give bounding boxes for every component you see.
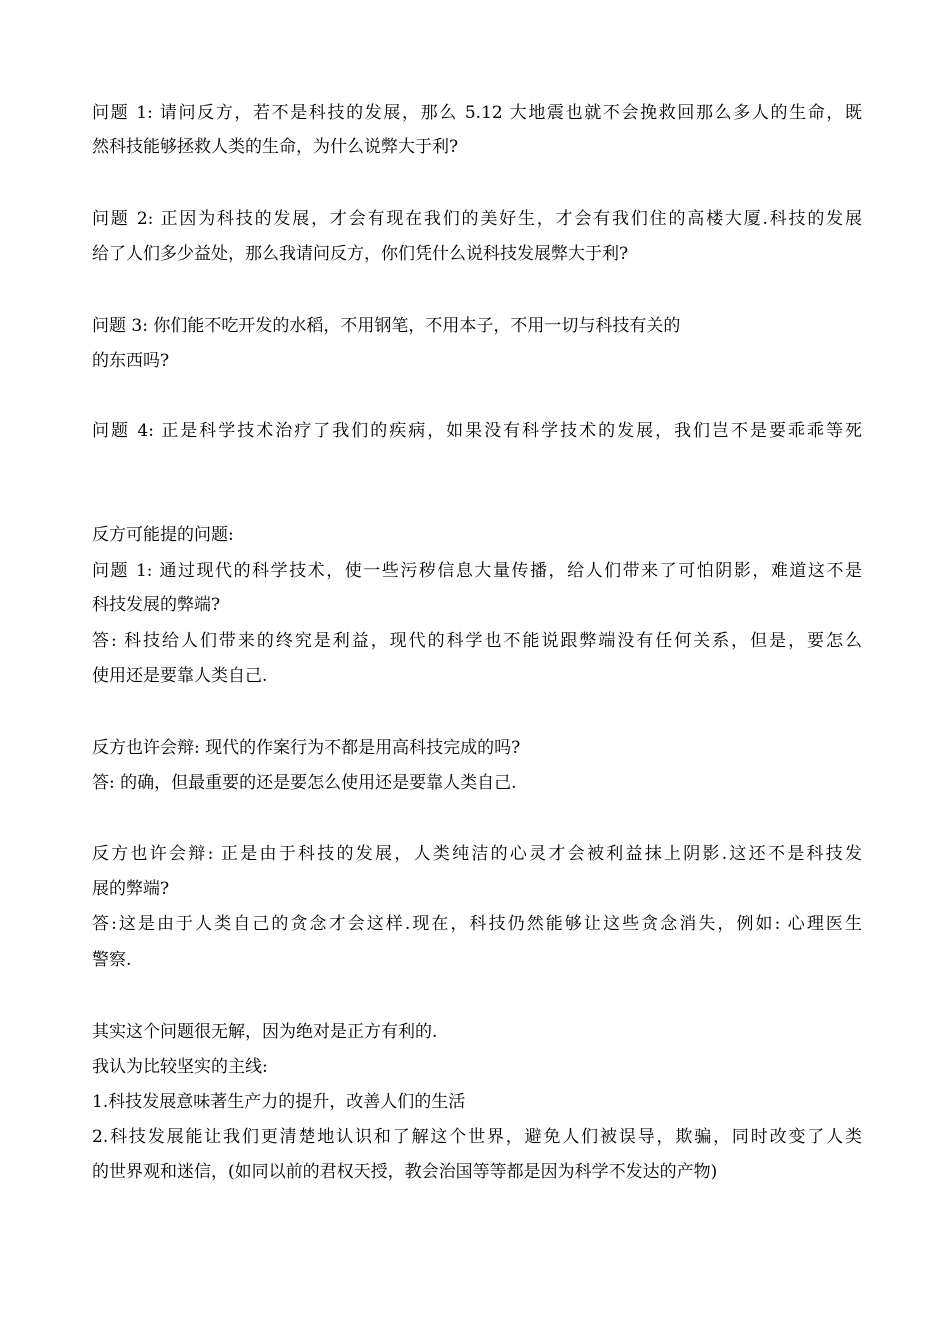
text-line: 反方也许会辩: 现代的作案行为不都是用高科技完成的吗?	[92, 738, 521, 758]
text-line: 问题 3: 你们能不吃开发的水稻，不用钢笔，不用本子，不用一切与科技有关的	[92, 316, 681, 336]
text-line: 科技发展的弊端?	[92, 595, 221, 615]
text-line: 的世界观和迷信，(如同以前的君权天授，教会治国等等都是因为科学不发达的产物)	[92, 1162, 718, 1182]
text-line: 问题 1: 请问反方，若不是科技的发展，那么 5.12 大地震也就不会挽救回那么多人的生命，既	[92, 103, 862, 123]
text-line: 警察.	[92, 950, 132, 970]
text-line: 其实这个问题很无解，因为绝对是正方有利的.	[92, 1022, 438, 1042]
text-line: 问题 1: 通过现代的科学技术，使一些污秽信息大量传播，给人们带来了可怕阴影，难道这不是	[92, 561, 862, 581]
text-line: 的东西吗?	[92, 351, 170, 371]
text-line: 给了人们多少益处，那么我请问反方，你们凭什么说科技发展弊大于利?	[92, 244, 629, 264]
text-line: 问题 2: 正因为科技的发展，才会有现在我们的美好生，才会有我们住的高楼大厦.科技的发展	[92, 209, 862, 229]
text-line: 使用还是要靠人类自己.	[92, 666, 268, 686]
text-line: 答: 的确，但最重要的还是要怎么使用还是要靠人类自己.	[92, 773, 517, 793]
text-line: 答: 科技给人们带来的终究是利益，现代的科学也不能说跟弊端没有任何关系，但是，要怎么	[92, 631, 862, 651]
text-line: 然科技能够拯救人类的生命，为什么说弊大于利?	[92, 137, 459, 157]
section-heading: 反方可能提的问题:	[92, 525, 234, 545]
list-item: 1.科技发展意味著生产力的提升，改善人们的生活	[92, 1092, 466, 1112]
text-line: 答:这是由于人类自己的贪念才会这样.现在，科技仍然能够让这些贪念消失，例如: 心理医生	[92, 914, 862, 934]
list-item: 2.科技发展能让我们更清楚地认识和了解这个世界，避免人们被误导，欺骗，同时改变了人类	[92, 1127, 862, 1147]
text-line: 问题 4: 正是科学技术治疗了我们的疾病，如果没有科学技术的发展，我们岂不是要乖乖等死	[92, 421, 862, 441]
text-line: 我认为比较坚实的主线:	[92, 1057, 268, 1077]
text-line: 反方也许会辩: 正是由于科技的发展，人类纯洁的心灵才会被利益抹上阴影.这还不是科技发	[92, 844, 862, 864]
text-line: 展的弊端?	[92, 879, 170, 899]
